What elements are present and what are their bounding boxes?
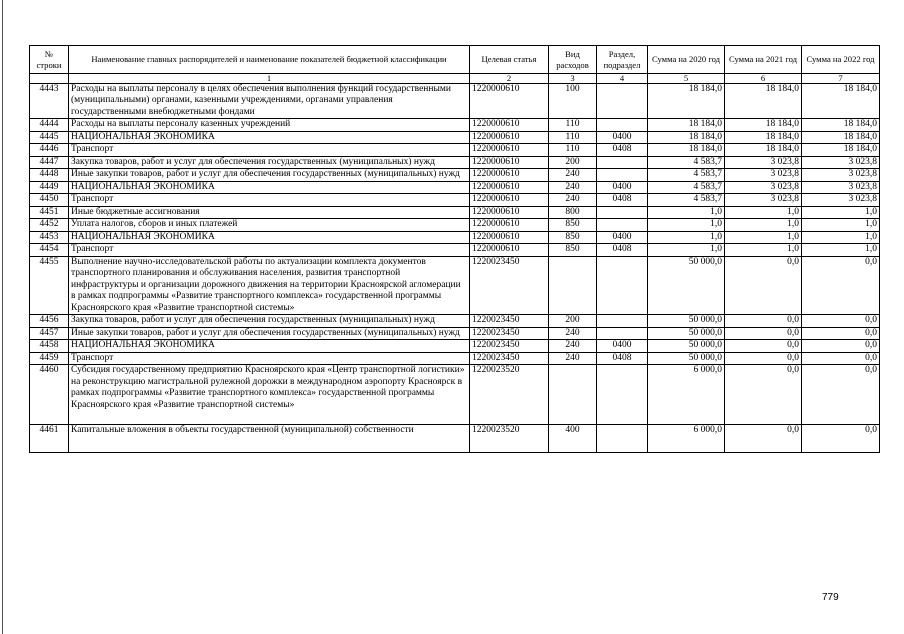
- row-section: 0408: [597, 144, 648, 157]
- row-sum-2021: 1,0: [725, 206, 802, 219]
- row-section: [597, 365, 648, 425]
- row-target-article: 1220000610: [470, 169, 549, 182]
- row-number: 4456: [30, 315, 69, 328]
- row-name: Уплата налогов, сборов и иных платежей: [69, 219, 470, 232]
- page-edge-line: [2, 0, 3, 634]
- row-name: Расходы на выплаты персоналу в целях обеспечения выполнения функций государственными (муниципальными) органами, казенными учреждениями, органами управления государственными внебюджетными фондами: [69, 83, 470, 119]
- table-row: [30, 327, 880, 340]
- row-sum-2021: 1,0: [725, 219, 802, 232]
- row-target-article: 1220023450: [470, 256, 549, 315]
- row-sum-2020: 18 184,0: [648, 144, 725, 157]
- row-sum-2022: 3 023,8: [802, 156, 880, 169]
- row-name: Закупка товаров, работ и услуг для обеспечения государственных (муниципальных) нужд: [69, 315, 470, 328]
- table-row: [30, 119, 880, 132]
- row-sum-2021: 0,0: [725, 365, 802, 425]
- header-name: Наименование главных распорядителей и наименование показателей бюджетной классификации: [69, 46, 470, 74]
- row-section: [597, 119, 648, 132]
- row-sum-2020: 18 184,0: [648, 131, 725, 144]
- header-sum-2021: Сумма на 2021 год: [725, 46, 802, 74]
- row-name: Иные закупки товаров, работ и услуг для обеспечения государственных (муниципальных) нужд: [69, 327, 470, 340]
- row-section: [597, 327, 648, 340]
- table-row: [30, 169, 880, 182]
- row-sum-2020: 4 583,7: [648, 181, 725, 194]
- table-row: [30, 131, 880, 144]
- table-row: [30, 181, 880, 194]
- row-name: Закупка товаров, работ и услуг для обеспечения государственных (муниципальных) нужд: [69, 156, 470, 169]
- row-target-article: 1220000610: [470, 144, 549, 157]
- table-row: [30, 244, 880, 257]
- row-number: 4447: [30, 156, 69, 169]
- row-sum-2022: 18 184,0: [802, 131, 880, 144]
- row-name: НАЦИОНАЛЬНАЯ ЭКОНОМИКА: [69, 231, 470, 244]
- row-name: Транспорт: [69, 244, 470, 257]
- row-sum-2022: 0,0: [802, 425, 880, 453]
- row-sum-2022: 1,0: [802, 231, 880, 244]
- row-sum-2022: 1,0: [802, 244, 880, 257]
- row-target-article: 1220000610: [470, 206, 549, 219]
- row-section: 0400: [597, 131, 648, 144]
- header-row-number: № строки: [30, 46, 69, 74]
- row-section: 0400: [597, 181, 648, 194]
- column-number: [30, 74, 69, 84]
- row-target-article: 1220000610: [470, 219, 549, 232]
- row-target-article: 1220000610: [470, 156, 549, 169]
- row-sum-2021: 1,0: [725, 244, 802, 257]
- row-number: 4445: [30, 131, 69, 144]
- page-number: 779: [822, 592, 839, 603]
- row-expense-kind: [549, 256, 597, 315]
- budget-table: [29, 45, 880, 453]
- row-sum-2022: 0,0: [802, 256, 880, 315]
- row-target-article: 1220000610: [470, 244, 549, 257]
- table-row: [30, 219, 880, 232]
- row-name: Иные бюджетные ассигнования: [69, 206, 470, 219]
- row-section: [597, 219, 648, 232]
- table-row: [30, 256, 880, 315]
- row-sum-2022: 1,0: [802, 206, 880, 219]
- row-sum-2021: 0,0: [725, 256, 802, 315]
- row-sum-2021: 18 184,0: [725, 83, 802, 119]
- row-expense-kind: 850: [549, 244, 597, 257]
- column-number: 5: [648, 74, 725, 84]
- row-number: 4450: [30, 194, 69, 207]
- row-number: 4446: [30, 144, 69, 157]
- row-sum-2022: 0,0: [802, 340, 880, 353]
- row-expense-kind: 800: [549, 206, 597, 219]
- row-name: Субсидия государственному предприятию Красноярского края «Центр транспортной логистики» на реконструкцию магистральной рулежной дорожки в международном аэропорту Красноярск в рамках подпрограммы «Развитие транспортного комплекса» государственной программы Красноярского края «Развитие транспортной системы»: [69, 365, 470, 425]
- row-expense-kind: 110: [549, 144, 597, 157]
- row-sum-2021: 3 023,8: [725, 156, 802, 169]
- row-expense-kind: 850: [549, 219, 597, 232]
- column-number-row: [30, 74, 880, 84]
- row-number: 4444: [30, 119, 69, 132]
- row-sum-2022: 1,0: [802, 219, 880, 232]
- table-row: [30, 144, 880, 157]
- row-sum-2021: 0,0: [725, 327, 802, 340]
- row-number: 4454: [30, 244, 69, 257]
- table-row: [30, 156, 880, 169]
- row-sum-2020: 50 000,0: [648, 352, 725, 365]
- row-sum-2021: 18 184,0: [725, 119, 802, 132]
- row-target-article: 1220023450: [470, 352, 549, 365]
- row-sum-2020: 1,0: [648, 231, 725, 244]
- row-expense-kind: 200: [549, 315, 597, 328]
- row-name: Иные закупки товаров, работ и услуг для обеспечения государственных (муниципальных) нужд: [69, 169, 470, 182]
- row-sum-2022: 3 023,8: [802, 169, 880, 182]
- header-sum-2020: Сумма на 2020 год: [648, 46, 725, 74]
- table-header-row: [30, 46, 880, 74]
- row-number: 4448: [30, 169, 69, 182]
- row-expense-kind: 400: [549, 425, 597, 453]
- row-number: 4460: [30, 365, 69, 425]
- row-name: Капитальные вложения в объекты государственной (муниципальной) собственности: [69, 425, 470, 453]
- row-number: 4449: [30, 181, 69, 194]
- row-sum-2021: 0,0: [725, 425, 802, 453]
- row-number: 4458: [30, 340, 69, 353]
- table-row: [30, 83, 880, 119]
- row-name: НАЦИОНАЛЬНАЯ ЭКОНОМИКА: [69, 340, 470, 353]
- row-section: [597, 83, 648, 119]
- row-target-article: 1220023450: [470, 315, 549, 328]
- row-target-article: 1220000610: [470, 131, 549, 144]
- row-target-article: 1220000610: [470, 119, 549, 132]
- column-number: 7: [802, 74, 880, 84]
- row-sum-2020: 50 000,0: [648, 340, 725, 353]
- row-number: 4452: [30, 219, 69, 232]
- row-section: [597, 156, 648, 169]
- row-sum-2021: 3 023,8: [725, 194, 802, 207]
- row-number: 4457: [30, 327, 69, 340]
- row-sum-2020: 18 184,0: [648, 83, 725, 119]
- row-target-article: 1220023450: [470, 327, 549, 340]
- row-expense-kind: 200: [549, 156, 597, 169]
- row-section: [597, 256, 648, 315]
- column-number: 1: [69, 74, 470, 84]
- row-expense-kind: 240: [549, 194, 597, 207]
- table-row: [30, 365, 880, 425]
- row-expense-kind: 110: [549, 119, 597, 132]
- row-sum-2022: 3 023,8: [802, 181, 880, 194]
- row-sum-2020: 1,0: [648, 206, 725, 219]
- row-sum-2020: 4 583,7: [648, 156, 725, 169]
- row-sum-2022: 18 184,0: [802, 83, 880, 119]
- row-target-article: 1220000610: [470, 181, 549, 194]
- row-sum-2020: 50 000,0: [648, 327, 725, 340]
- row-name: Выполнение научно-исследовательской работы по актуализации комплекта документов транспортного планирования и обслуживания населения, развития транспортной инфраструктуры и организации дорожного движения на территории Красноярской агломерации в рамках подпрограммы «Развитие транспортного комплекса» государственной программы Красноярского края «Развитие транспортной системы»: [69, 256, 470, 315]
- row-sum-2020: 6 000,0: [648, 425, 725, 453]
- row-expense-kind: 240: [549, 352, 597, 365]
- row-sum-2020: 50 000,0: [648, 315, 725, 328]
- table-row: [30, 425, 880, 453]
- row-sum-2021: 3 023,8: [725, 169, 802, 182]
- table-row: [30, 194, 880, 207]
- table-row: [30, 231, 880, 244]
- column-number: 2: [470, 74, 549, 84]
- row-sum-2020: 18 184,0: [648, 119, 725, 132]
- row-sum-2021: 3 023,8: [725, 181, 802, 194]
- row-number: 4459: [30, 352, 69, 365]
- row-section: [597, 206, 648, 219]
- row-expense-kind: 240: [549, 181, 597, 194]
- table-row: [30, 206, 880, 219]
- row-number: 4451: [30, 206, 69, 219]
- row-expense-kind: 240: [549, 340, 597, 353]
- table-row: [30, 352, 880, 365]
- row-number: 4453: [30, 231, 69, 244]
- table-row: [30, 315, 880, 328]
- row-number: 4455: [30, 256, 69, 315]
- row-sum-2020: 6 000,0: [648, 365, 725, 425]
- column-number: 6: [725, 74, 802, 84]
- row-section: [597, 425, 648, 453]
- row-section: 0408: [597, 194, 648, 207]
- row-expense-kind: [549, 365, 597, 425]
- row-name: Транспорт: [69, 194, 470, 207]
- row-sum-2020: 50 000,0: [648, 256, 725, 315]
- row-sum-2022: 0,0: [802, 365, 880, 425]
- row-section: 0400: [597, 231, 648, 244]
- row-name: Транспорт: [69, 144, 470, 157]
- row-sum-2022: 0,0: [802, 352, 880, 365]
- row-sum-2021: 18 184,0: [725, 131, 802, 144]
- row-sum-2021: 0,0: [725, 352, 802, 365]
- row-sum-2022: 3 023,8: [802, 194, 880, 207]
- row-expense-kind: 850: [549, 231, 597, 244]
- row-sum-2022: 0,0: [802, 315, 880, 328]
- row-sum-2021: 0,0: [725, 340, 802, 353]
- row-sum-2022: 0,0: [802, 327, 880, 340]
- row-sum-2020: 4 583,7: [648, 169, 725, 182]
- row-section: 0400: [597, 340, 648, 353]
- row-target-article: 1220023520: [470, 365, 549, 425]
- row-section: [597, 169, 648, 182]
- row-section: [597, 315, 648, 328]
- table-row: [30, 340, 880, 353]
- row-name: Расходы на выплаты персоналу казенных учреждений: [69, 119, 470, 132]
- row-expense-kind: 110: [549, 131, 597, 144]
- row-name: НАЦИОНАЛЬНАЯ ЭКОНОМИКА: [69, 181, 470, 194]
- row-sum-2021: 18 184,0: [725, 144, 802, 157]
- row-sum-2020: 4 583,7: [648, 194, 725, 207]
- row-section: 0408: [597, 244, 648, 257]
- row-target-article: 1220000610: [470, 194, 549, 207]
- row-section: 0408: [597, 352, 648, 365]
- row-expense-kind: 240: [549, 169, 597, 182]
- row-name: Транспорт: [69, 352, 470, 365]
- row-target-article: 1220023450: [470, 340, 549, 353]
- header-target-article: Целевая статья: [470, 46, 549, 74]
- row-sum-2022: 18 184,0: [802, 144, 880, 157]
- header-section: Раздел, подраздел: [597, 46, 648, 74]
- header-expense-kind: Вид расходов: [549, 46, 597, 74]
- row-name: НАЦИОНАЛЬНАЯ ЭКОНОМИКА: [69, 131, 470, 144]
- row-target-article: 1220000610: [470, 83, 549, 119]
- row-sum-2022: 18 184,0: [802, 119, 880, 132]
- header-sum-2022: Сумма на 2022 год: [802, 46, 880, 74]
- row-sum-2021: 1,0: [725, 231, 802, 244]
- row-number: 4461: [30, 425, 69, 453]
- row-number: 4443: [30, 83, 69, 119]
- column-number: 3: [549, 74, 597, 84]
- row-sum-2021: 0,0: [725, 315, 802, 328]
- row-expense-kind: 240: [549, 327, 597, 340]
- row-target-article: 1220000610: [470, 231, 549, 244]
- column-number: 4: [597, 74, 648, 84]
- row-expense-kind: 100: [549, 83, 597, 119]
- row-sum-2020: 1,0: [648, 219, 725, 232]
- row-target-article: 1220023520: [470, 425, 549, 453]
- row-sum-2020: 1,0: [648, 244, 725, 257]
